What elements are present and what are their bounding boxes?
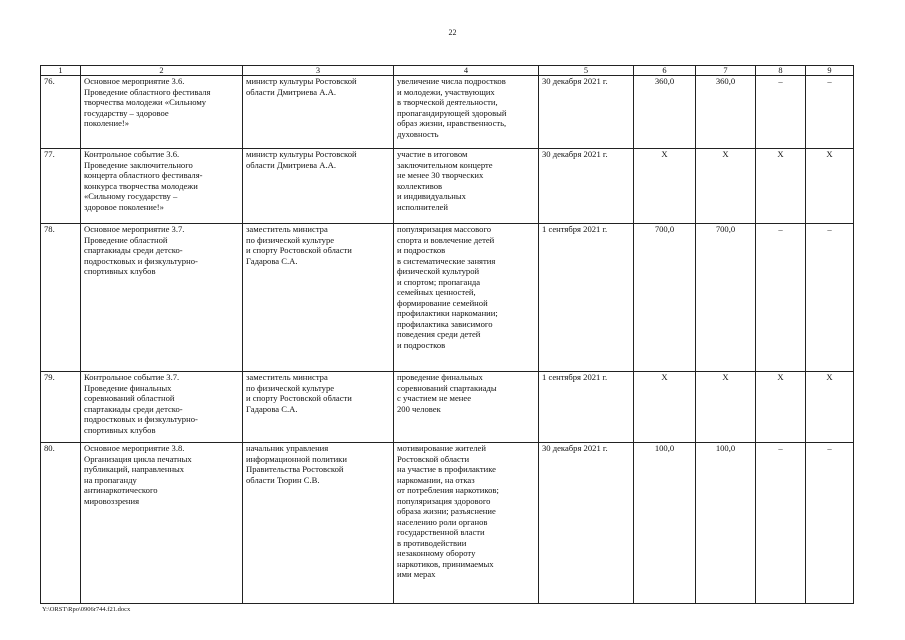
header-col-7: 7: [696, 66, 756, 76]
result-cell: увеличение числа подростков и молодежи, участвующих в творческой деятельности, пропагандирующей здоровый образ жизни, нравственность, духовность: [394, 76, 539, 149]
header-col-9: 9: [806, 66, 854, 76]
event-cell: Основное мероприятие 3.7. Проведение областной спартакиады среди детско- подростковых и физкультурно- спортивных клубов: [81, 224, 243, 372]
file-path-footer: Y:\ORST\Rpo\0906r744.f21.docx: [42, 606, 131, 613]
responsible-cell: заместитель министра по физической культуре и спорту Ростовской области Гадарова С.А.: [243, 372, 394, 443]
value-cell-7: X: [696, 372, 756, 443]
value-cell-7: 360,0: [696, 76, 756, 149]
value-cell-7: 100,0: [696, 443, 756, 604]
header-col-1: 1: [41, 66, 81, 76]
value-cell-6: X: [634, 372, 696, 443]
value-cell-6: 360,0: [634, 76, 696, 149]
event-cell: Контрольное событие 3.7. Проведение финальных соревнований областной спартакиады среди детско- подростковых и физкультурно- спортивных клубов: [81, 372, 243, 443]
value-cell-9: –: [806, 76, 854, 149]
row-number: 77.: [41, 149, 81, 224]
value-cell-8: X: [756, 372, 806, 443]
date-cell: 1 сентября 2021 г.: [539, 224, 634, 372]
page-number: 22: [448, 28, 457, 37]
result-cell: популяризация массового спорта и вовлечение детей и подростков в систематические занятия физической культурой и спортом; пропаганда семейных ценностей, формирование семейной профилактики наркомании; профилактика зависимого поведения среди детей и подростков: [394, 224, 539, 372]
date-cell: 30 декабря 2021 г.: [539, 76, 634, 149]
date-cell: 30 декабря 2021 г.: [539, 149, 634, 224]
value-cell-8: –: [756, 224, 806, 372]
value-cell-6: 700,0: [634, 224, 696, 372]
header-col-4: 4: [394, 66, 539, 76]
table-row: [41, 76, 854, 149]
value-cell-9: X: [806, 149, 854, 224]
value-cell-6: 100,0: [634, 443, 696, 604]
value-cell-6: X: [634, 149, 696, 224]
header-col-8: 8: [756, 66, 806, 76]
table-row: [41, 149, 854, 224]
row-number: 78.: [41, 224, 81, 372]
value-cell-8: –: [756, 76, 806, 149]
value-cell-8: X: [756, 149, 806, 224]
header-row: [41, 66, 854, 76]
table-row: [41, 224, 854, 372]
header-col-5: 5: [539, 66, 634, 76]
event-cell: Основное мероприятие 3.8. Организация цикла печатных публикаций, направленных на пропаганду антинаркотического мировоззрения: [81, 443, 243, 604]
result-cell: участие в итоговом заключительном концерте не менее 30 творческих коллективов и индивидуальных исполнителей: [394, 149, 539, 224]
responsible-cell: начальник управления информационной политики Правительства Ростовской области Тюрин С.В.: [243, 443, 394, 604]
value-cell-9: X: [806, 372, 854, 443]
value-cell-9: –: [806, 443, 854, 604]
header-col-2: 2: [81, 66, 243, 76]
table-row: [41, 372, 854, 443]
event-cell: Контрольное событие 3.6. Проведение заключительного концерта областного фестиваля- конкурса творчества молодежи «Сильному государству – здоровое поколение!»: [81, 149, 243, 224]
plan-table: [40, 65, 854, 604]
responsible-cell: министр культуры Ростовской области Дмитриева А.А.: [243, 76, 394, 149]
row-number: 79.: [41, 372, 81, 443]
result-cell: проведение финальных соревнований спартакиады с участием не менее 200 человек: [394, 372, 539, 443]
header-col-3: 3: [243, 66, 394, 76]
responsible-cell: заместитель министра по физической культуре и спорту Ростовской области Гадарова С.А.: [243, 224, 394, 372]
event-cell: Основное мероприятие 3.6. Проведение областного фестиваля творчества молодежи «Сильному государству – здоровое поколение!»: [81, 76, 243, 149]
table-row: [41, 443, 854, 604]
result-cell: мотивирование жителей Ростовской области на участие в профилактике наркомании, на отказ от потребления наркотиков; популяризация здорового образа жизни; разъяснение населению роли органов государственной власти в противодействии незаконному обороту наркотиков, принимаемых ими мерах: [394, 443, 539, 604]
value-cell-7: X: [696, 149, 756, 224]
value-cell-9: –: [806, 224, 854, 372]
row-number: 76.: [41, 76, 81, 149]
header-col-6: 6: [634, 66, 696, 76]
responsible-cell: министр культуры Ростовской области Дмитриева А.А.: [243, 149, 394, 224]
value-cell-8: –: [756, 443, 806, 604]
row-number: 80.: [41, 443, 81, 604]
date-cell: 30 декабря 2021 г.: [539, 443, 634, 604]
value-cell-7: 700,0: [696, 224, 756, 372]
date-cell: 1 сентября 2021 г.: [539, 372, 634, 443]
